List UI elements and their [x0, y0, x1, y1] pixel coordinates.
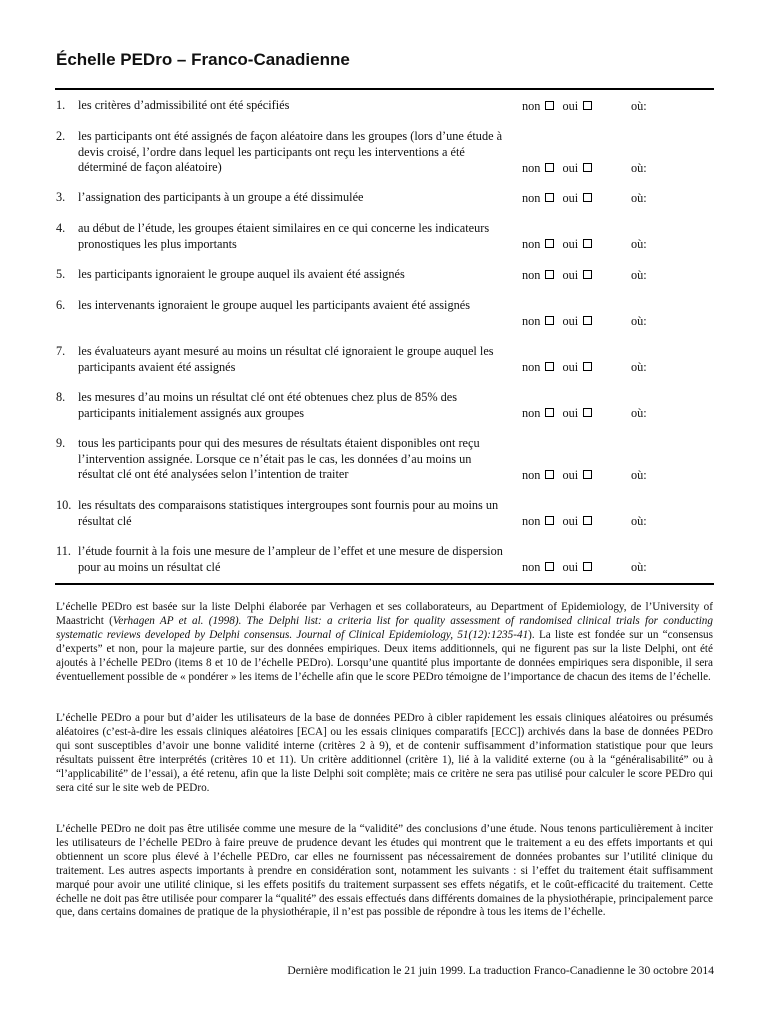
criterion-text: au début de l’étude, les groupes étaient similaires en ce qui concerne les indicateurs pronostiques les plus importants [78, 221, 490, 251]
oui-checkbox[interactable] [583, 193, 592, 202]
answer-choices [522, 468, 592, 484]
non-label: non [522, 359, 541, 374]
criterion-6 [56, 298, 716, 329]
criterion-text: les participants ignoraient le groupe auquel ils avaient été assignés [78, 267, 405, 281]
non-checkbox[interactable] [545, 408, 554, 417]
non-label: non [522, 160, 541, 175]
criterion-number: 10. [56, 498, 72, 512]
oui-label: oui [562, 313, 579, 328]
criterion-text: les intervenants ignoraient le groupe auquel les participants avaient été assignés [78, 298, 470, 312]
answer-choices [522, 560, 592, 576]
criterion-text: tous les participants pour qui des mesures de résultats étaient disponibles ont reçu l’intervention assignée. Lorsque ce n’était pas le cas, les données d’au moins un résultat clé ont été analysées selon l’intention de traiter [78, 436, 480, 481]
answer-choices [522, 268, 592, 284]
oui-checkbox[interactable] [583, 470, 592, 479]
answer-choices [522, 360, 592, 376]
non-label: non [522, 236, 541, 251]
paragraph-1-after: ). La liste est fondée sur un “consensus d’experts” et non, pour la majeure partie, sur des données empiriques. Deux items additionnels, qui ne figurent pas sur la liste Delphi, ont été ajoutés à l’échelle PEDro (items 8 et 10 de l’échelle PEDro). Lorsqu’une quantité plus importante de données empiriques sera disponible, il sera éventuellement possible de « pondérer » les items de l’échelle afin que le score PEDro témoigne de l’importance de chacun des items de l’échelle. [56, 628, 713, 683]
criterion-number: 4. [56, 221, 66, 235]
where-label: où: [631, 359, 647, 374]
criterion-9 [56, 436, 716, 483]
criterion-number: 6. [56, 298, 66, 312]
oui-option [562, 237, 592, 253]
non-option [522, 406, 554, 422]
oui-option [562, 314, 592, 330]
criterion-number: 9. [56, 436, 66, 450]
oui-option [562, 161, 592, 177]
criterion-3 [56, 190, 716, 206]
criterion-4 [56, 221, 716, 252]
oui-label: oui [562, 467, 579, 482]
non-option [522, 514, 554, 530]
non-option [522, 99, 554, 115]
criterion-1 [56, 98, 716, 114]
oui-label: oui [562, 559, 579, 574]
non-option [522, 191, 554, 207]
oui-label: oui [562, 236, 579, 251]
oui-checkbox[interactable] [583, 408, 592, 417]
oui-label: oui [562, 405, 579, 420]
paragraph-caution: L’échelle PEDro ne doit pas être utilisée comme une mesure de la “validité” des conclusions d’une étude. Nous tenons particulièrement à inciter les utilisateurs de l’échelle PEDro à faire preuve de prudence devant les études qui montrent que le traitement a eu des effets importants et qui obtiennent un score plus élevé à l’échelle PEDro, car elles ne fournissent pas nécessairement de données probantes sur l’utilité clinique du traitement. Les autres aspects importants à prendre en considération sont, notamment les suivants : si l’effet du traitement était suffisamment marqué pour avoir une utilité clinique, si les effets positifs du traitement surpassent ses effets négatifs, et le coût-efficacité du traitement. Cette échelle ne doit pas être utilisée pour comparer la “qualité” des essais effectués dans différents domaines de la physiothérapie, principalement parce que, dans certains domaines de pratique de la physiothérapie, il n’est pas possible de répondre à tous les items de l’échelle. [56, 823, 713, 919]
oui-label: oui [562, 98, 579, 113]
non-label: non [522, 559, 541, 574]
non-checkbox[interactable] [545, 362, 554, 371]
page-title: Échelle PEDro – Franco-Canadienne [56, 50, 350, 69]
answer-choices [522, 99, 592, 115]
criterion-10 [56, 498, 716, 529]
where-label: où: [631, 267, 647, 282]
oui-checkbox[interactable] [583, 239, 592, 248]
non-checkbox[interactable] [545, 562, 554, 571]
criterion-number: 7. [56, 344, 66, 358]
criterion-number: 1. [56, 98, 66, 112]
where-label: où: [631, 236, 647, 251]
non-label: non [522, 513, 541, 528]
oui-checkbox[interactable] [583, 270, 592, 279]
bottom-rule [55, 583, 714, 585]
criterion-text: les critères d’admissibilité ont été spécifiés [78, 98, 290, 112]
oui-option [562, 514, 592, 530]
criterion-text: les mesures d’au moins un résultat clé ont été obtenues chez plus de 85% des participants initialement assignés aux groupes [78, 390, 458, 420]
non-checkbox[interactable] [545, 163, 554, 172]
oui-option [562, 468, 592, 484]
non-checkbox[interactable] [545, 193, 554, 202]
non-checkbox[interactable] [545, 316, 554, 325]
where-label: où: [631, 98, 647, 113]
oui-label: oui [562, 267, 579, 282]
criterion-number: 8. [56, 390, 66, 404]
non-option [522, 560, 554, 576]
paragraph-1-before: L’échelle PEDro est basée sur la liste Delphi élaborée par Verhagen et ses collaborateurs, au Department of Epidemiology, de l’University of Maastricht ( [56, 601, 713, 627]
oui-checkbox[interactable] [583, 362, 592, 371]
answer-choices [522, 406, 592, 422]
oui-checkbox[interactable] [583, 101, 592, 110]
non-label: non [522, 190, 541, 205]
criterion-text: les évaluateurs ayant mesuré au moins un résultat clé ignoraient le groupe auquel les participants avaient été assignés [78, 344, 494, 374]
non-checkbox[interactable] [545, 101, 554, 110]
non-option [522, 161, 554, 177]
non-checkbox[interactable] [545, 516, 554, 525]
top-rule [55, 88, 714, 90]
footer-note: Dernière modification le 21 juin 1999. La traduction Franco-Canadienne le 30 octobre 2014 [287, 964, 714, 977]
oui-checkbox[interactable] [583, 316, 592, 325]
non-label: non [522, 267, 541, 282]
oui-checkbox[interactable] [583, 163, 592, 172]
answer-choices [522, 237, 592, 253]
criterion-number: 2. [56, 129, 66, 143]
citation: Verhagen AP et al. (1998). The Delphi list: a criteria list for quality assessment of randomised clinical trials for conducting systematic reviews developed by Delphi consensus. Journal of Clinical Epidemiology, 51(12):1235-41 [56, 614, 713, 641]
criterion-7 [56, 344, 716, 375]
non-option [522, 268, 554, 284]
non-option [522, 314, 554, 330]
answer-choices [522, 514, 592, 530]
where-label: où: [631, 313, 647, 328]
non-option [522, 360, 554, 376]
oui-checkbox[interactable] [583, 562, 592, 571]
oui-label: oui [562, 190, 579, 205]
where-label: où: [631, 160, 647, 175]
oui-label: oui [562, 359, 579, 374]
non-checkbox[interactable] [545, 239, 554, 248]
criterion-text: l’étude fournit à la fois une mesure de l’ampleur de l’effet et une mesure de dispersion pour au moins un résultat clé [78, 544, 503, 574]
where-label: où: [631, 190, 647, 205]
oui-label: oui [562, 513, 579, 528]
non-checkbox[interactable] [545, 470, 554, 479]
criterion-number: 5. [56, 267, 66, 281]
non-label: non [522, 405, 541, 420]
answer-choices [522, 161, 592, 177]
answer-choices [522, 314, 592, 330]
oui-option [562, 360, 592, 376]
oui-label: oui [562, 160, 579, 175]
non-option [522, 468, 554, 484]
criterion-8 [56, 390, 716, 421]
oui-option [562, 560, 592, 576]
criterion-2 [56, 129, 716, 176]
criterion-11 [56, 544, 716, 575]
oui-option [562, 406, 592, 422]
where-label: où: [631, 405, 647, 420]
non-label: non [522, 98, 541, 113]
non-checkbox[interactable] [545, 270, 554, 279]
criterion-5 [56, 267, 716, 283]
where-label: où: [631, 467, 647, 482]
oui-option [562, 268, 592, 284]
non-label: non [522, 467, 541, 482]
criterion-text: les résultats des comparaisons statistiques intergroupes sont fournis pour au moins un résultat clé [78, 498, 499, 528]
where-label: où: [631, 513, 647, 528]
criterion-number: 3. [56, 190, 66, 204]
where-label: où: [631, 559, 647, 574]
criterion-text: l’assignation des participants à un groupe a été dissimulée [78, 190, 364, 204]
criterion-number: 11. [56, 544, 71, 558]
paragraph-delphi-origin [56, 601, 713, 684]
oui-checkbox[interactable] [583, 516, 592, 525]
non-label: non [522, 313, 541, 328]
oui-option [562, 191, 592, 207]
answer-choices [522, 191, 592, 207]
oui-option [562, 99, 592, 115]
non-option [522, 237, 554, 253]
criterion-text: les participants ont été assignés de façon aléatoire dans les groupes (lors d’une étude à devis croisé, l’ordre dans lequel les participants ont reçu les interventions a été déterminé de façon aléatoire) [78, 129, 503, 174]
paragraph-purpose: L’échelle PEDro a pour but d’aider les utilisateurs de la base de données PEDro à cibler rapidement les essais cliniques aléatoires ou présumés aléatoires (c’est-à-dire les essais cliniques aléatoires [ECA] ou les essais cliniques comparatifs [ECC]) archivés dans la base de données PEDro qui sont susceptibles d’avoir une bonne validité interne (critères 2 à 9), et de contenir suffisamment d’information statistique pour que leurs résultats puissent être interprétés (critères 10 et 11). Un critère additionnel (critère 1), lié à la validité externe (ou à la “généralisabilité” ou à “l’applicabilité” de l’essai), a été retenu, afin que la liste Delphi soit complète; mais ce critère ne sera pas utilisé pour calculer le score PEDro qui sera cité sur le site web de PEDro. [56, 712, 713, 794]
